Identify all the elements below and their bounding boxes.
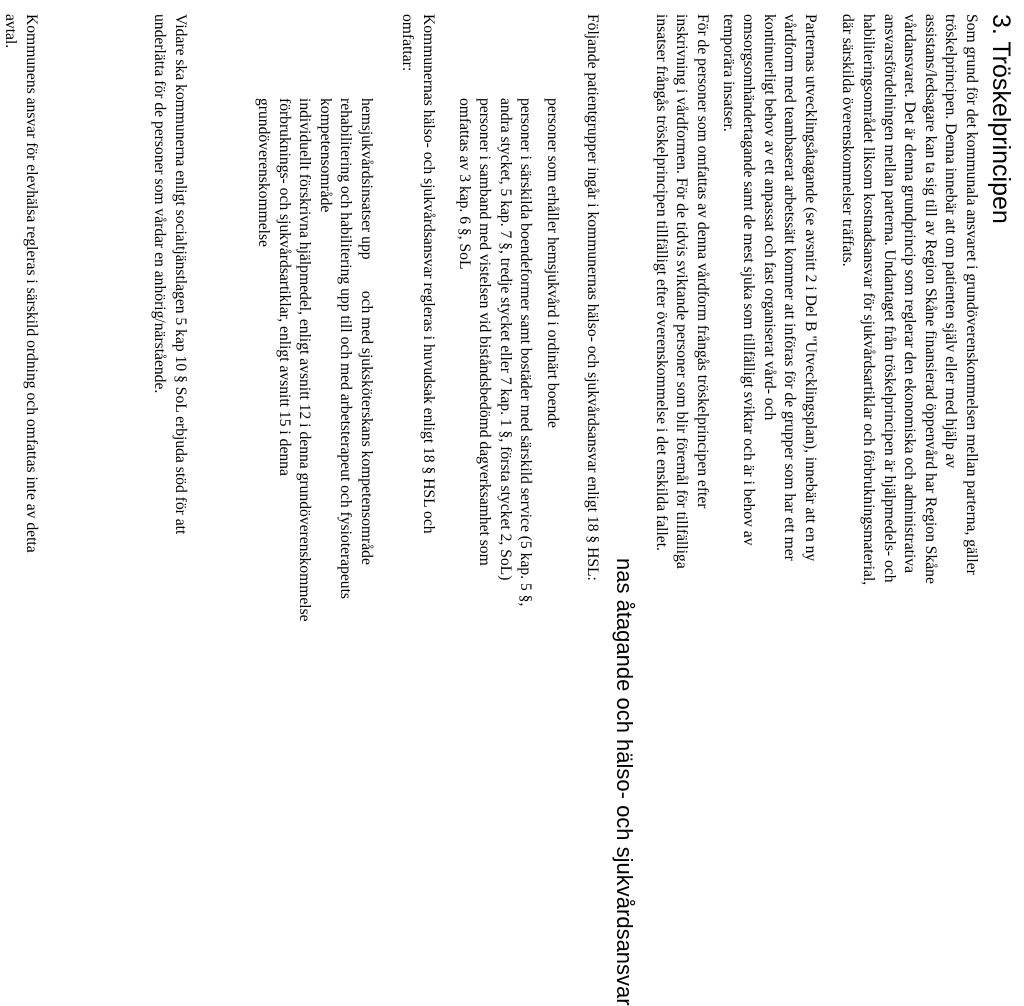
list-item: hemsjukvårdsinsatser upp och med sjuksköterskans kompetensområde bbox=[358, 98, 375, 565]
list-item: personer i särskilda boendeformer samt bostäder med särskild service (5 kap. 5 §, bbox=[517, 98, 535, 607]
text-line: omsorgsomhändertagande samt de mest sjuka som tillfälligt sviktar och är i behov av bbox=[740, 14, 758, 546]
student-health-paragraph bbox=[0, 14, 41, 553]
section-heading: 3. Tröskelprincipen bbox=[987, 14, 1015, 224]
list-item: personer som erhåller hemsjukvård i ordinärt boende bbox=[544, 98, 561, 428]
list-item-continuation: kompetensområde bbox=[316, 98, 334, 213]
text-line: ansvarsfördelningen mellan parterna. Undantaget från tröskelprincipen är hjälpmedels- och bbox=[880, 14, 898, 583]
patient-groups-lead: Följande patientgrupper ingår i kommunernas hälso- och sjukvårdsansvar enligt 18 § HSL: bbox=[584, 14, 601, 581]
intro-paragraph bbox=[837, 14, 981, 585]
scope-lead bbox=[397, 14, 438, 534]
list-item: individuellt förskrivna hjälpmedel, enligt avsnitt 12 i denna grundöverenskommelse bbox=[296, 98, 314, 622]
text-line: Parternas utvecklingsåtagande (se avsnitt 2 i Del B "Utvecklingsplan), innebär att en ny bbox=[802, 14, 819, 562]
text-line: underlätta för de personer som vårdar en anhörig/närstående. bbox=[151, 14, 169, 394]
list-item-continuation: omfattas av 3 kap. 6 §, SoL bbox=[455, 98, 473, 270]
list-item-continuation: grundöverenskommelse bbox=[255, 98, 273, 247]
threshold-exception-paragraph bbox=[650, 14, 712, 569]
text-line: Som grund för det kommunala ansvaret i grundöverenskommelsen mellan parterna, gäller bbox=[963, 14, 980, 575]
text-line: Kommunens ansvar för elevhälsa regleras i särskild ordning och omfattas inte av detta bbox=[23, 14, 40, 553]
text-line: Kommunernas hälso- och sjukvårdsansvar regleras i huvudsak enligt 18 § HSL och bbox=[420, 14, 437, 534]
list-item: förbruknings- och sjukvårdsartiklar, enligt avsnitt 15 i denna bbox=[275, 98, 293, 476]
text-line: assistans/ledsagare kan ta sig till av Region Skåne finansierad öppenvård har Region Skåne bbox=[921, 14, 939, 584]
text-line: inskrivning i vårdformen. För de tidvis sviktande personer som blir föremål för tillfälliga bbox=[673, 14, 691, 569]
caregiver-support-paragraph bbox=[149, 14, 190, 534]
text-line: kontinuerligt behov av ett anpassat och fast organiserat vård- och bbox=[760, 14, 778, 421]
text-line: vårdform med teambaserat arbetssätt kommer att införas för de grupper som har ett mer bbox=[781, 14, 799, 561]
text-line: För de personer som omfattas av denna vårdform frångås tröskelprincipen efter bbox=[694, 14, 711, 509]
list-item: rehabilitering och habilitering upp till och med arbetsterapeut och fysioterapeuts bbox=[337, 98, 355, 600]
development-paragraph bbox=[717, 14, 820, 561]
text-line: habiliteringsområdet liksom kostnadsansvar för sjukvårdsartiklar och förbrukningsmaterial, bbox=[860, 14, 878, 586]
text-line: avtal. bbox=[2, 14, 20, 49]
text-line: temporära insatser. bbox=[719, 14, 737, 132]
text-line: vårdansvaret. Det är denna grundprincip som reglerar den ekonomiska och administrativa bbox=[901, 14, 919, 574]
text-line: insatser frångås tröskelprincipen tillfälligt efter överenskommelse i det enskilda fallet. bbox=[652, 14, 670, 551]
text-line: Vidare ska kommunerna enligt socialtjänstlagen 5 kap 10 § SoL erbjuda stöd för att bbox=[172, 14, 189, 535]
scope-list bbox=[252, 98, 376, 622]
list-item-continuation: andra stycket, 5 kap. 7 §, tredje stycket eller 7 kap. 1 §, första stycket 2, SoL) bbox=[496, 98, 514, 581]
patient-groups-list bbox=[453, 98, 562, 606]
text-line: tröskelprincipen. Denna innebär att om patienten själv eller med hjälp av bbox=[942, 14, 960, 469]
text-line: omfattar: bbox=[399, 14, 417, 72]
text-line: där särskilda överenskommelser träffats. bbox=[839, 14, 857, 267]
list-item: personer i samband med vistelsen vid biståndsbedömd dagverksamhet som bbox=[476, 98, 494, 566]
section-heading-municipal-responsibility: nas åtagande och hälso- och sjukvårdsansvar bbox=[612, 558, 637, 1006]
